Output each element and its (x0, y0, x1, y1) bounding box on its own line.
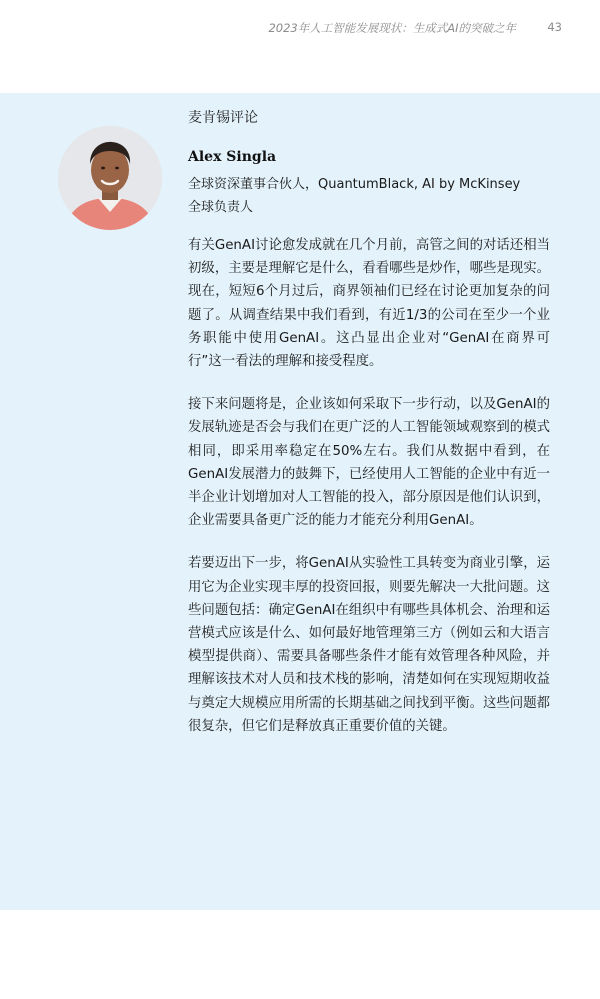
page-header (0, 20, 600, 40)
page-number: 43 (547, 20, 562, 34)
paragraph: 若要迈出下一步，将GenAI从实验性工具转变为商业引擎，运用它为企业实现丰厚的投资回报，则要先解决一大批问题。这些问题包括：确定GenAI在组织中有哪些具体机会、治理和运营模式应该是什么、如何最好地管理第三方（例如云和大语言模型提供商）、需要具备哪些条件才能有效管理各种风险，并理解该技术对人员和技术栈的影响，清楚如何在实现短期收益与奠定大规模应用所需的长期基础之间找到平衡。这些问题都很复杂，但它们是释放真正重要价值的关键。 (188, 556, 550, 734)
section-label: 麦肯锡评论 (188, 110, 258, 126)
person-name: Alex Singla (188, 149, 277, 165)
person-title-line: 全球负责人 (188, 200, 254, 215)
paragraph: 有关GenAI讨论愈发成就在几个月前，高管之间的对话还相当初级，主要是理解它是什么，看看哪些是炒作，哪些是现实。现在，短短6个月过后，商界领袖们已经在讨论更加复杂的问题了。从调查结果中我们看到，有近1/3的公司在至少一个业务职能中使用GenAI。这凸显出企业对“GenAI在商界可行”这一看法的理解和接受程度。 (188, 238, 550, 370)
avatar (58, 126, 162, 230)
person-title-line: 全球资深董事合伙人，QuantumBlack, AI by McKinsey (188, 177, 521, 192)
report-title: 2023年人工智能发展现状：生成式AI的突破之年 (268, 21, 516, 35)
commentary-panel (0, 93, 600, 910)
commentary-body (188, 234, 550, 758)
portrait-photo (58, 126, 162, 230)
paragraph: 接下来问题将是，企业该如何采取下一步行动，以及GenAI的发展轨迹是否会与我们在更广泛的人工智能领域观察到的模式相同，即采用率稳定在50%左右。我们从数据中看到，在GenAI发展潜力的鼓舞下，已经使用人工智能的企业中有近一半企业计划增加对人工智能的投入，部分原因是他们认识到，企业需要具备更广泛的能力才能充分利用GenAI。 (188, 397, 550, 529)
person-title (188, 173, 568, 219)
